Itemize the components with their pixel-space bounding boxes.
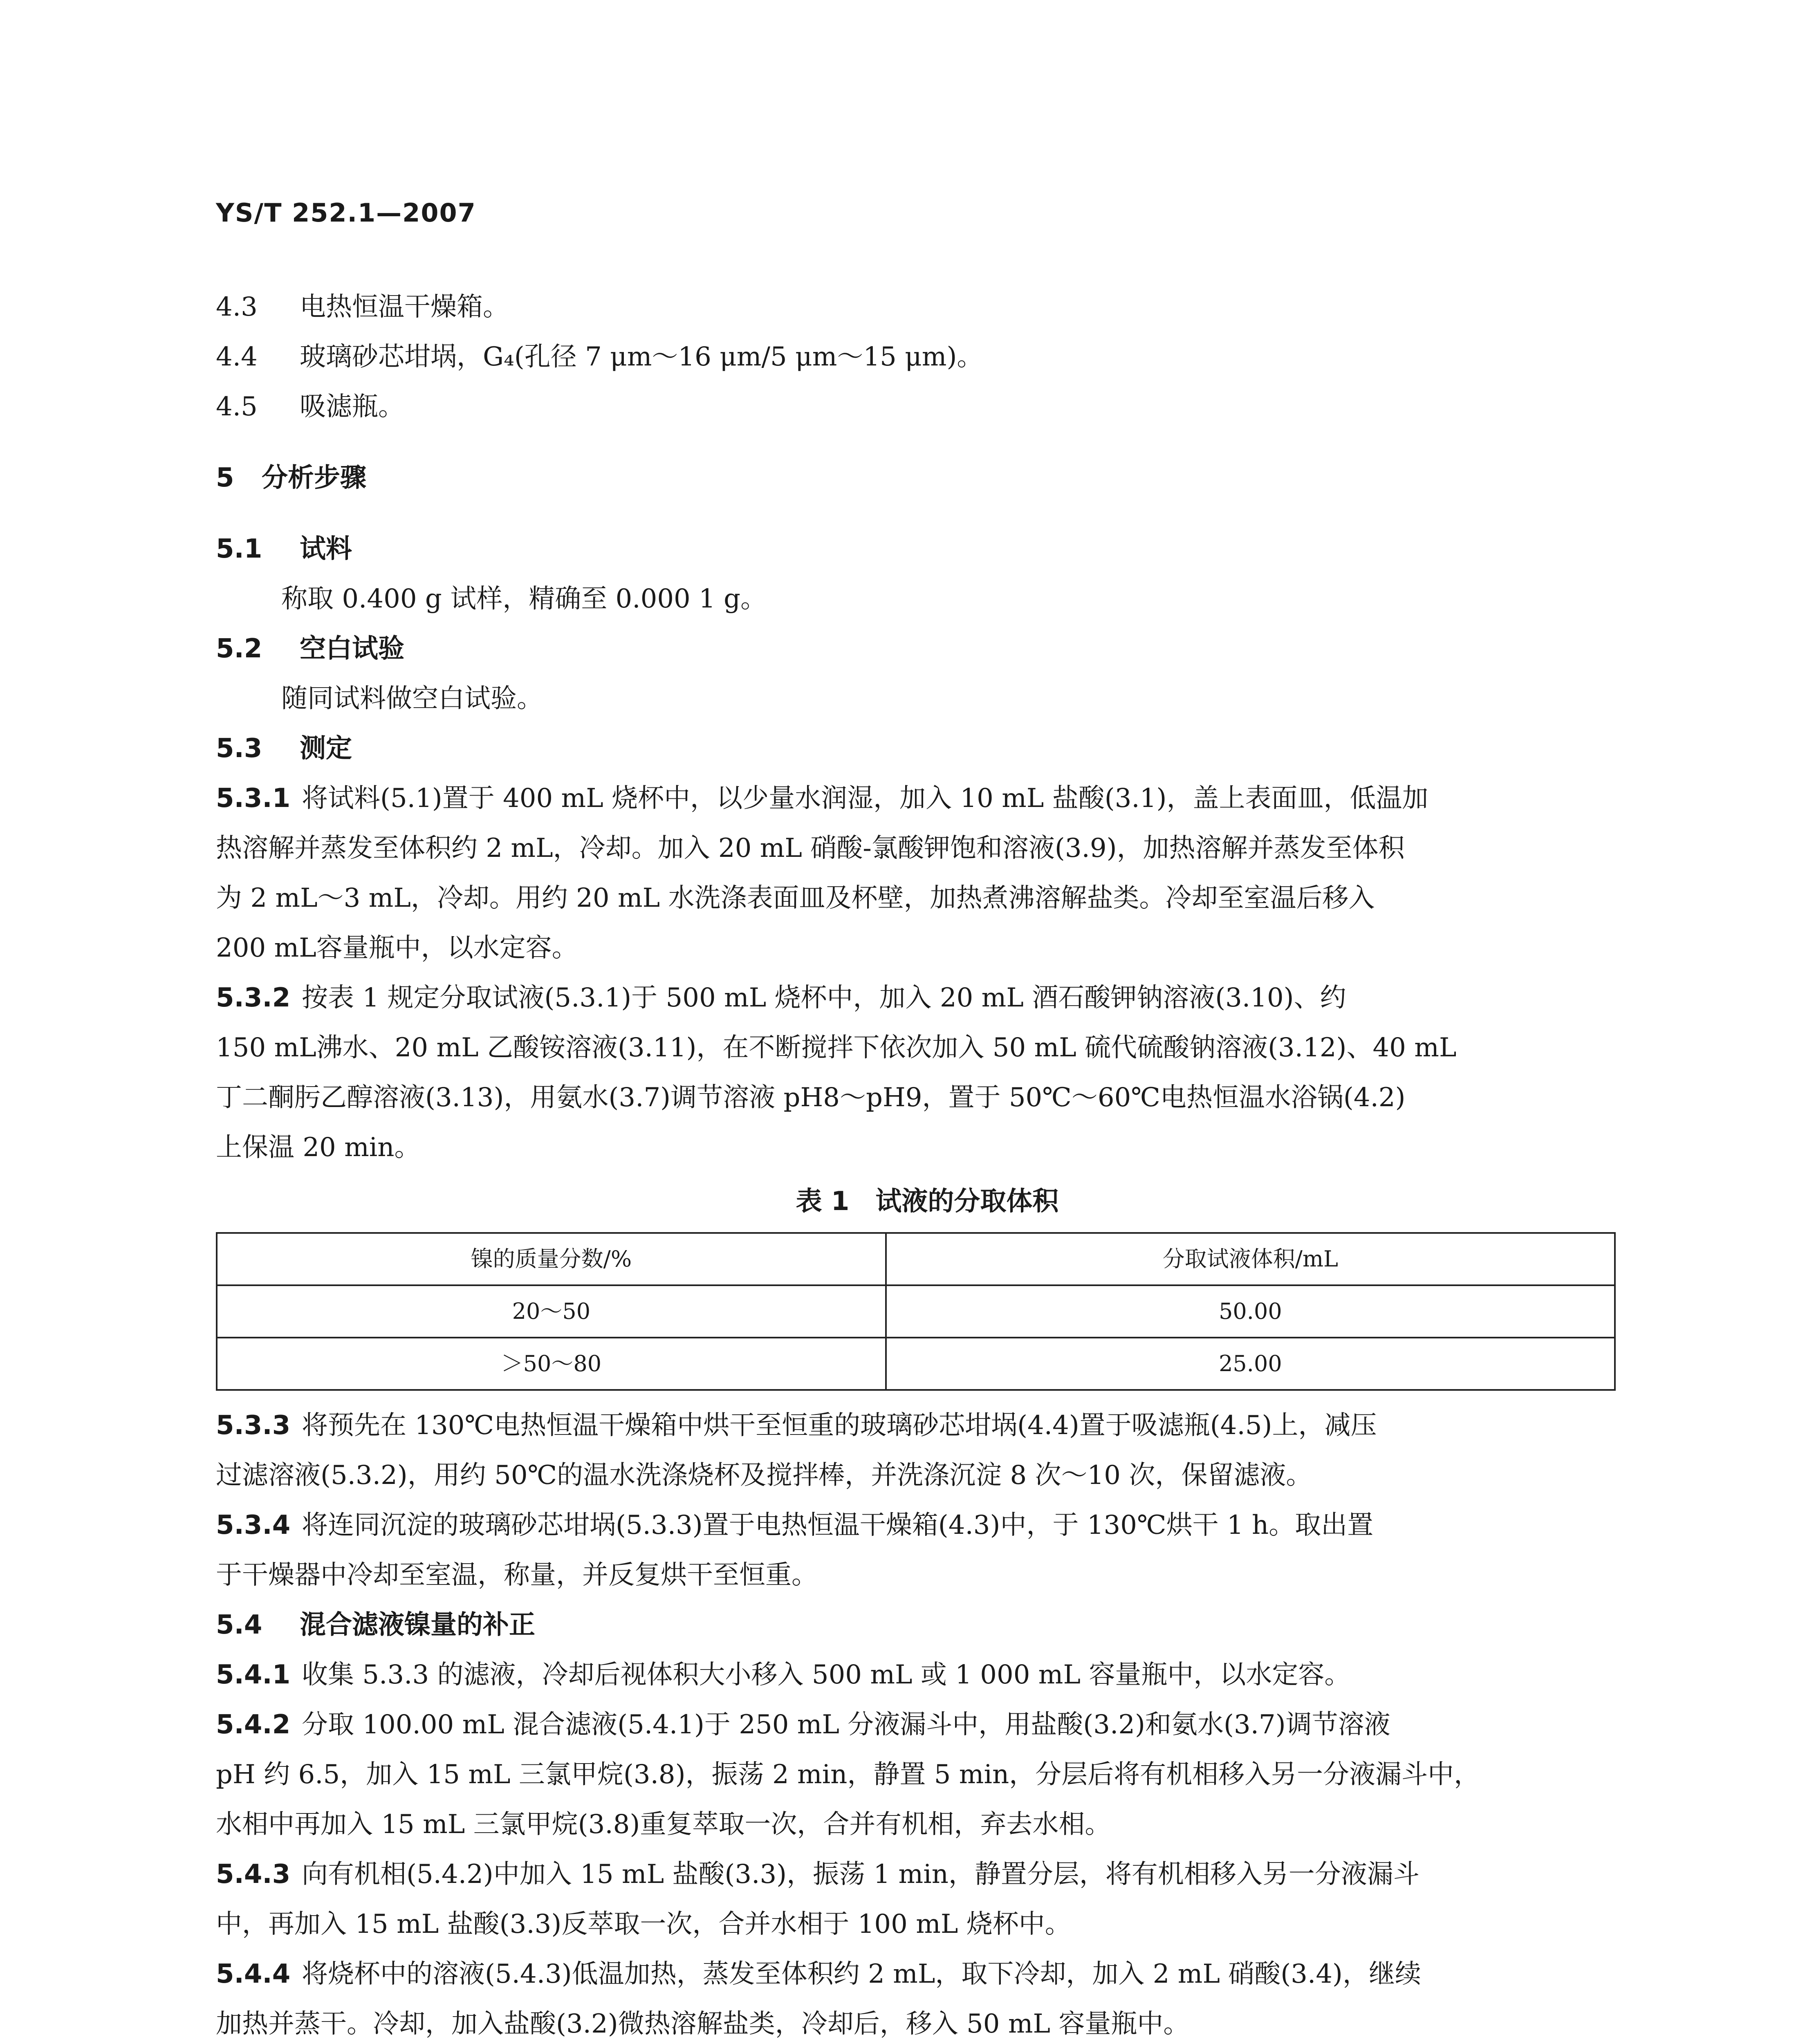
section-title: 空白试验 (300, 634, 404, 664)
standard-code: YS/T 252.1—2007 (216, 198, 476, 228)
paragraph-number: 5.4.1 (216, 1660, 291, 1690)
paragraph-number: 5.3.2 (216, 983, 291, 1013)
table-cell: 50.00 (886, 1285, 1615, 1338)
section-5-2-body: 随同试料做空白试验。 (281, 684, 543, 714)
paragraph-text: 将连同沉淀的玻璃砂芯坩埚(5.3.3)置于电热恒温干燥箱(4.3)中，于 130℃烘干 1 h。取出置 (302, 1510, 1374, 1540)
paragraph-text: 将烧杯中的溶液(5.4.3)低温加热，蒸发至体积约 2 mL，取下冷却，加入 2 mL 硝酸(3.4)，继续 (302, 1959, 1422, 1989)
paragraph-5-4-2-line-2: pH 约 6.5，加入 15 mL 三氯甲烷(3.8)，振荡 2 min，静置 5 min，分层后将有机相移入另一分液漏斗中， (216, 1759, 1480, 1790)
table-header-cell: 镍的质量分数/% (217, 1233, 886, 1285)
section-5-4-heading (216, 1600, 1639, 1650)
item-text: 吸滤瓶。 (300, 392, 404, 422)
paragraph-5-4-3-line-2: 中，再加入 15 mL 盐酸(3.3)反萃取一次，合并水相于 100 mL 烧杯中。 (216, 1909, 1071, 1939)
table-1-title: 表 1 试液的分取体积 (796, 1186, 1059, 1217)
item-4-4 (216, 332, 1639, 382)
section-title: 测定 (300, 733, 352, 764)
section-title: 试料 (300, 534, 352, 564)
section-number: 5 (216, 463, 234, 493)
table-cell: 20～50 (217, 1285, 886, 1338)
paragraph-text: 收集 5.3.3 的滤液，冷却后视体积大小移入 500 mL 或 1 000 mL 容量瓶中，以水定容。 (302, 1660, 1351, 1690)
section-title: 分析步骤 (262, 463, 366, 493)
paragraph-number: 5.4.4 (216, 1959, 291, 1989)
paragraph-5-3-2-line-2: 150 mL沸水、20 mL 乙酸铵溶液(3.11)，在不断搅拌下依次加入 50 mL 硫代硫酸钠溶液(3.12)、40 mL (216, 1033, 1457, 1063)
item-text: 电热恒温干燥箱。 (300, 292, 509, 322)
section-number: 5.1 (216, 534, 262, 564)
table-1 (216, 1232, 1616, 1391)
paragraph-5-3-1-line-1 (216, 773, 1639, 823)
paragraph-5-3-1-line-4: 200 mL容量瓶中，以水定容。 (216, 933, 578, 963)
table-cell: ＞50～80 (217, 1338, 886, 1390)
item-number: 4.4 (216, 342, 258, 372)
paragraph-number: 5.4.3 (216, 1859, 291, 1889)
section-5-1-body: 称取 0.400 g 试样，精确至 0.000 1 g。 (281, 584, 767, 614)
section-number: 5.4 (216, 1610, 262, 1640)
paragraph-5-4-2-line-3: 水相中再加入 15 mL 三氯甲烷(3.8)重复萃取一次，合并有机相，弃去水相。 (216, 1809, 1111, 1840)
paragraph-5-3-3-line-2: 过滤溶液(5.3.2)，用约 50℃的温水洗涤烧杯及搅拌棒，并洗涤沉淀 8 次～10 次，保留滤液。 (216, 1460, 1312, 1490)
paragraph-5-3-2-line-4: 上保温 20 min。 (216, 1132, 421, 1163)
paragraph-number: 5.3.3 (216, 1410, 291, 1441)
paragraph-number: 5.3.4 (216, 1510, 291, 1540)
item-4-3 (216, 282, 1639, 332)
section-title: 混合滤液镍量的补正 (300, 1610, 535, 1640)
section-5-2-heading (216, 624, 1639, 674)
section-number: 5.3 (216, 733, 262, 764)
table-cell: 25.00 (886, 1338, 1615, 1390)
section-5-1-heading (216, 524, 1639, 574)
table-header-row (217, 1233, 1615, 1285)
paragraph-5-4-3-line-1 (216, 1849, 1639, 1899)
paragraph-text: 将试料(5.1)置于 400 mL 烧杯中，以少量水润湿，加入 10 mL 盐酸(3.1)，盖上表面皿，低温加 (302, 783, 1428, 814)
paragraph-5-3-2-line-3: 丁二酮肟乙醇溶液(3.13)，用氨水(3.7)调节溶液 pH8～pH9，置于 50℃～60℃电热恒温水浴锅(4.2) (216, 1083, 1406, 1113)
table-row (217, 1285, 1615, 1338)
item-number: 4.3 (216, 292, 258, 322)
paragraph-5-3-1-line-3: 为 2 mL～3 mL，冷却。用约 20 mL 水洗涤表面皿及杯壁，加热煮沸溶解盐类。冷却至室温后移入 (216, 883, 1375, 913)
paragraph-number: 5.4.2 (216, 1710, 291, 1740)
paragraph-5-3-4-line-2: 于干燥器中冷却至室温，称量，并反复烘干至恒重。 (216, 1560, 818, 1590)
paragraph-number: 5.3.1 (216, 783, 291, 814)
paragraph-text: 将预先在 130℃电热恒温干燥箱中烘干至恒重的玻璃砂芯坩埚(4.4)置于吸滤瓶(4.5)上，减压 (302, 1410, 1377, 1441)
item-text: 玻璃砂芯坩埚，G₄(孔径 7 μm～16 μm/5 μm～15 μm)。 (300, 342, 983, 372)
item-4-5 (216, 382, 1639, 432)
paragraph-text: 分取 100.00 mL 混合滤液(5.4.1)于 250 mL 分液漏斗中，用盐酸(3.2)和氨水(3.7)调节溶液 (302, 1710, 1390, 1740)
paragraph-5-3-2-line-1 (216, 973, 1639, 1023)
table-header-cell: 分取试液体积/mL (886, 1233, 1615, 1285)
paragraph-5-3-4-line-1 (216, 1500, 1639, 1550)
paragraph-text: 向有机相(5.4.2)中加入 15 mL 盐酸(3.3)，振荡 1 min，静置分层，将有机相移入另一分液漏斗 (302, 1859, 1419, 1889)
paragraph-5-4-1-line-1 (216, 1650, 1639, 1700)
paragraph-text: 按表 1 规定分取试液(5.3.1)于 500 mL 烧杯中，加入 20 mL 酒石酸钾钠溶液(3.10)、约 (302, 983, 1346, 1013)
paragraph-5-3-1-line-2: 热溶解并蒸发至体积约 2 mL，冷却。加入 20 mL 硝酸-氯酸钾饱和溶液(3.9)，加热溶解并蒸发至体积 (216, 833, 1405, 863)
paragraph-5-4-4-line-1 (216, 1949, 1639, 1999)
item-number: 4.5 (216, 392, 258, 422)
paragraph-5-4-4-line-2: 加热并蒸干。冷却，加入盐酸(3.2)微热溶解盐类，冷却后，移入 50 mL 容量瓶中。 (216, 2009, 1190, 2039)
paragraph-5-3-3-line-1 (216, 1401, 1639, 1450)
table-row (217, 1338, 1615, 1390)
section-5-3-heading (216, 724, 1639, 773)
paragraph-5-4-2-line-1 (216, 1700, 1639, 1750)
section-number: 5.2 (216, 634, 262, 664)
section-5-heading (216, 453, 1639, 503)
document-body (216, 282, 1639, 2044)
